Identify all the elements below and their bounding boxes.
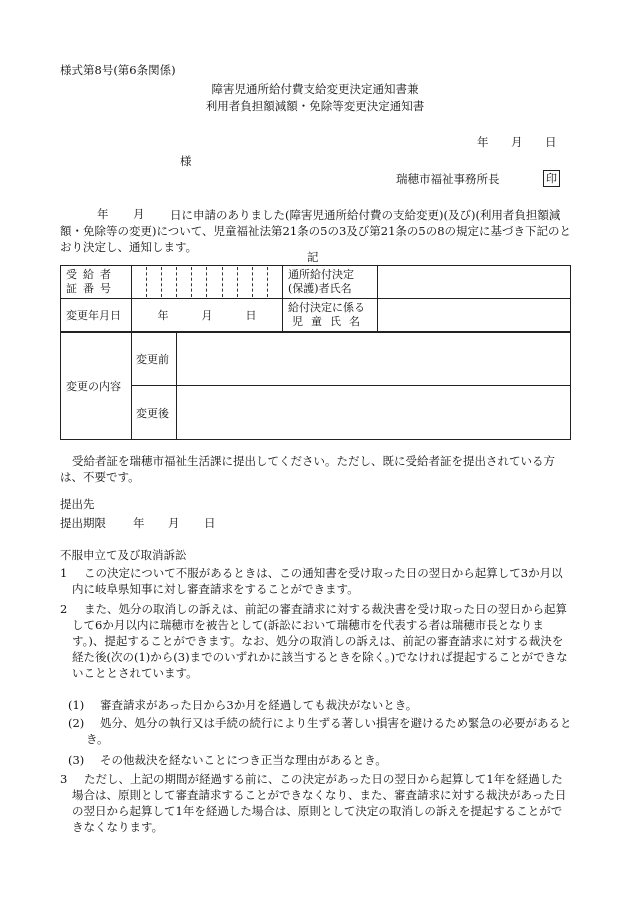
cert-label <box>66 268 126 296</box>
cert-label-text: 受給者証番号 <box>66 268 117 295</box>
date-month: 月 <box>511 135 523 149</box>
submit-to-label: 提出先 <box>60 497 95 511</box>
guardian-label-cell <box>283 266 378 299</box>
appeal-item-2-number: 2 <box>60 602 68 616</box>
appeal-item-2: また、処分の取消しの訴えは、前記の審査請求に対する裁決書を受け取った日の翌日から起算して6か月以内に瑞穂市を被告として(訴訟において瑞穂市を代表する者は瑞穂市長となります。)、提起することができます。なお、処分の取消しの訴えは、前記の審査請求に対する裁決を経た後(次の(1)から(3)までのいずれかに該当するときを除く。)でなければ提起することができないこととされています。 <box>72 602 568 680</box>
child-name-cell <box>378 299 571 332</box>
seal-mark: 印 <box>543 170 560 187</box>
intro-paragraph: 日に申請のありました(障害児通所給付費の支給変更)(及び)(利用者負担額減額・免除等の変更)について、児童福祉法第21条の5の3及び第21条の5の8の規定に基づき下記のとおり決定し、通知します。 <box>60 208 572 254</box>
deadline-year: 年 <box>133 516 145 530</box>
appeal-sub-2-number: (2) <box>68 716 85 730</box>
appeal-sub-2: 処分、処分の執行又は手続の続行により生ずる著しい損害を避けるため緊急の必要があるとき。 <box>86 716 572 746</box>
change-date-year: 年 <box>157 309 169 322</box>
change-date-cell <box>132 299 283 332</box>
digit-box <box>207 267 222 297</box>
submit-notice: 受給者証を瑞穂市福祉生活課に提出してください。ただし、既に受給者証を提出されている方は、不要です。 <box>60 454 555 484</box>
after-label: 変更後 <box>136 406 169 420</box>
appeal-heading: 不服申立て及び取消訴訟 <box>60 548 187 562</box>
child-label-2: 児童氏名 <box>292 315 368 328</box>
intro-month: 月 <box>133 207 145 221</box>
digit-box <box>177 267 192 297</box>
guardian-name-cell <box>378 266 571 299</box>
cert-number-cell <box>132 266 283 299</box>
content-label-cell <box>61 333 132 440</box>
before-value-cell <box>177 333 571 386</box>
appeal-item-1-number: 1 <box>60 566 68 580</box>
ki-heading: 記 <box>307 250 319 264</box>
recipient-suffix: 様 <box>180 154 192 168</box>
appeal-sub-1: 審査請求があった日から3か月を経過しても裁決がないとき。 <box>100 698 418 712</box>
change-content-table <box>60 332 571 440</box>
decision-table <box>60 265 571 332</box>
intro-year: 年 <box>97 207 109 221</box>
date-year: 年 <box>477 135 489 149</box>
change-date-label-cell <box>61 299 132 332</box>
appeal-item-3-number: 3 <box>60 772 68 786</box>
before-label-cell <box>132 333 177 386</box>
before-label: 変更前 <box>136 353 169 366</box>
digit-box <box>147 267 162 297</box>
digit-box <box>253 267 268 297</box>
after-value-cell <box>177 386 571 440</box>
appeal-sub-3-number: (3) <box>68 753 85 767</box>
appeal-sub-1-number: (1) <box>68 698 85 712</box>
title-line-2: 利用者負担額減額・免除等変更決定通知書 <box>205 99 425 113</box>
issuer-name: 瑞穂市福祉事務所長 <box>396 172 500 186</box>
guardian-label-2: (保護)者氏名 <box>288 282 352 295</box>
date-day: 日 <box>545 135 557 149</box>
change-date-day: 日 <box>245 309 257 322</box>
deadline-month: 月 <box>168 516 180 530</box>
appeal-item-1: この決定について不服があるときは、この通知書を受け取った日の翌日から起算して3か月以内に岐阜県知事に対し審査請求をすることができます。 <box>72 566 563 596</box>
title-line-1: 障害児通所給付費支給変更決定通知書兼 <box>211 82 419 96</box>
deadline-day: 日 <box>204 516 216 530</box>
digit-box <box>132 267 147 297</box>
after-label-cell <box>132 386 177 440</box>
form-number: 様式第8号(第6条関係) <box>60 63 176 77</box>
cert-number-boxes <box>132 267 282 297</box>
digit-box <box>192 267 207 297</box>
digit-box <box>268 267 282 297</box>
change-date-label: 変更年月日 <box>66 309 121 322</box>
digit-box <box>223 267 238 297</box>
content-label: 変更の内容 <box>66 380 121 393</box>
child-label-1: 給付決定に係る <box>288 301 365 314</box>
appeal-sub-3: その他裁決を経ないことにつき正当な理由があるとき。 <box>100 753 387 767</box>
digit-box <box>238 267 253 297</box>
change-date-month: 月 <box>201 309 213 322</box>
digit-box <box>162 267 177 297</box>
cert-label-cell <box>61 266 132 299</box>
deadline-label: 提出期限 <box>60 516 106 530</box>
child-label-cell <box>283 299 378 332</box>
appeal-item-3: ただし、上記の期間が経過する前に、この決定があった日の翌日から起算して1年を経過した場合は、原則として審査請求することができなくなり、また、審査請求に対する裁決があった日の翌日から起算して1年を経過した場合は、原則として決定の取消しの訴えを提起することができなくなります。 <box>72 772 567 834</box>
guardian-label-1: 通所給付決定 <box>288 268 354 281</box>
